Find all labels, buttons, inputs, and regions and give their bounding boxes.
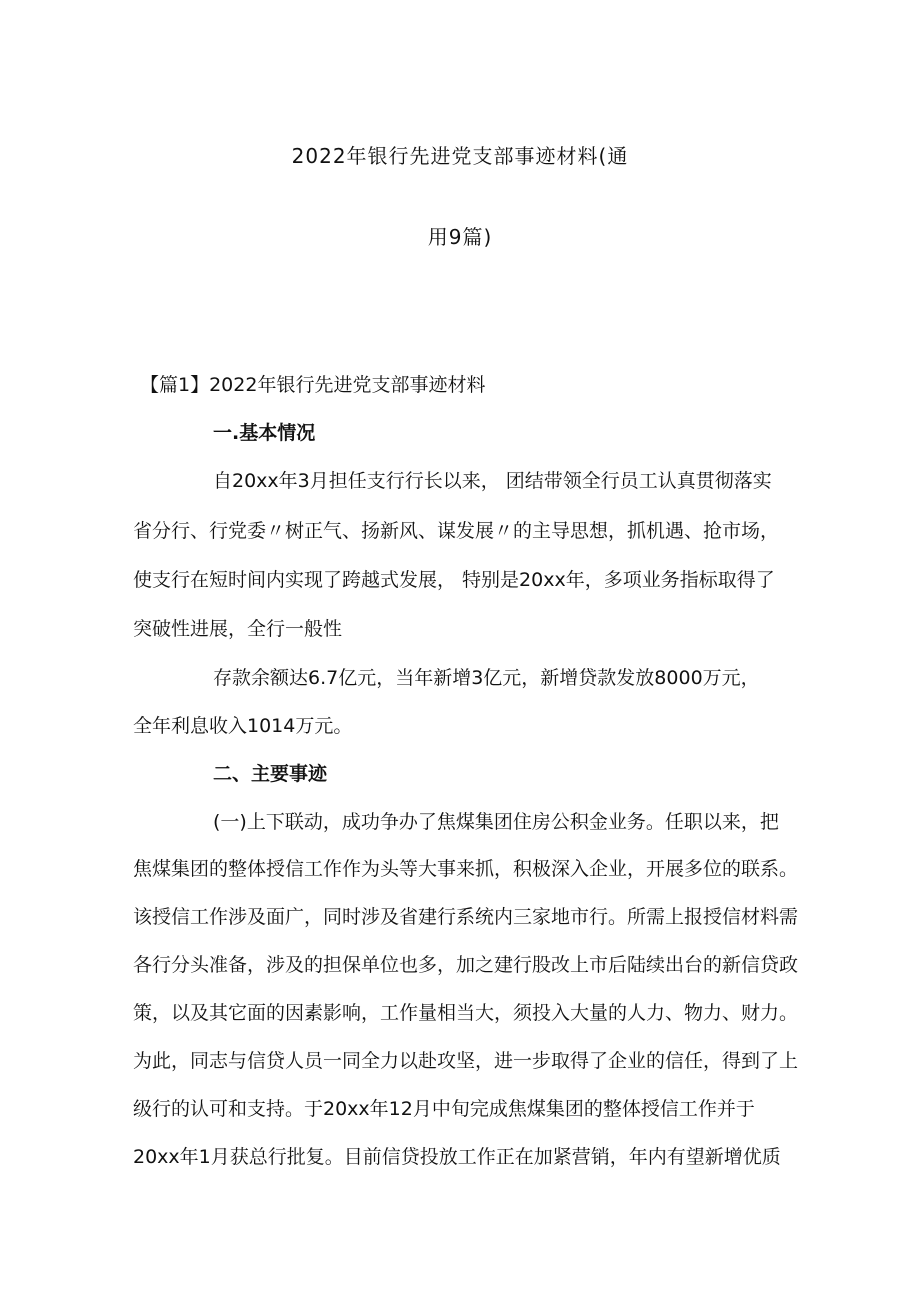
para3-line-1: (一)上下联动，成功争办了焦煤集团住房公积金业务。任职以来，把 <box>213 811 779 833</box>
heading-basic-situation: 一.基本情况 <box>213 422 316 444</box>
heading-main-deeds: 二、主要事迹 <box>213 763 328 785</box>
para3-line-4: 各行分头准备，涉及的担保单位也多，加之建行股改上市后陆续出台的新信贷政 <box>133 954 799 976</box>
para1-line-3: 使支行在短时间内实现了跨越式发展， 特别是20xx年，多项业务指标取得了 <box>133 569 775 591</box>
para1-line-2: 省分行、行党委〃树正气、扬新风、谋发展〃的主导思想，抓机遇、抢市场， <box>133 520 780 542</box>
para3-line-6: 为此，同志与信贷人员一同全力以赴攻坚，进一步取得了企业的信任，得到了上 <box>133 1050 799 1072</box>
para2-line-1: 存款余额达6.7亿元，当年新增3亿元，新增贷款发放8000万元， <box>213 667 760 689</box>
document-title-line-1: 2022年银行先进党支部事迹材料(通 <box>291 144 629 168</box>
para2-line-2: 全年利息收入1014万元。 <box>133 715 353 737</box>
para3-line-7: 级行的认可和支持。于20xx年12月中旬完成焦煤集团的整体授信工作并于 <box>133 1098 755 1120</box>
para3-line-2: 焦煤集团的整体授信工作作为头等大事来抓，积极深入企业，开展多位的联系。 <box>133 858 799 880</box>
section-heading: 【篇1】2022年银行先进党支部事迹材料 <box>140 374 486 396</box>
para1-line-1: 自20xx年3月担任支行行长以来， 团结带领全行员工认真贯彻落实 <box>213 470 772 492</box>
para3-line-8: 20xx年1月获总行批复。目前信贷投放工作正在加紧营销，年内有望新增优质 <box>133 1146 781 1168</box>
para3-line-5: 策，以及其它面的因素影响，工作量相当大，须投入大量的人力、物力、财力。 <box>133 1002 799 1024</box>
para1-line-4: 突破性进展，全行一般性 <box>133 618 343 640</box>
para3-line-3: 该授信工作涉及面广，同时涉及省建行系统内三家地市行。所需上报授信材料需 <box>133 906 799 928</box>
document-title-line-2: 用9篇) <box>427 225 493 249</box>
